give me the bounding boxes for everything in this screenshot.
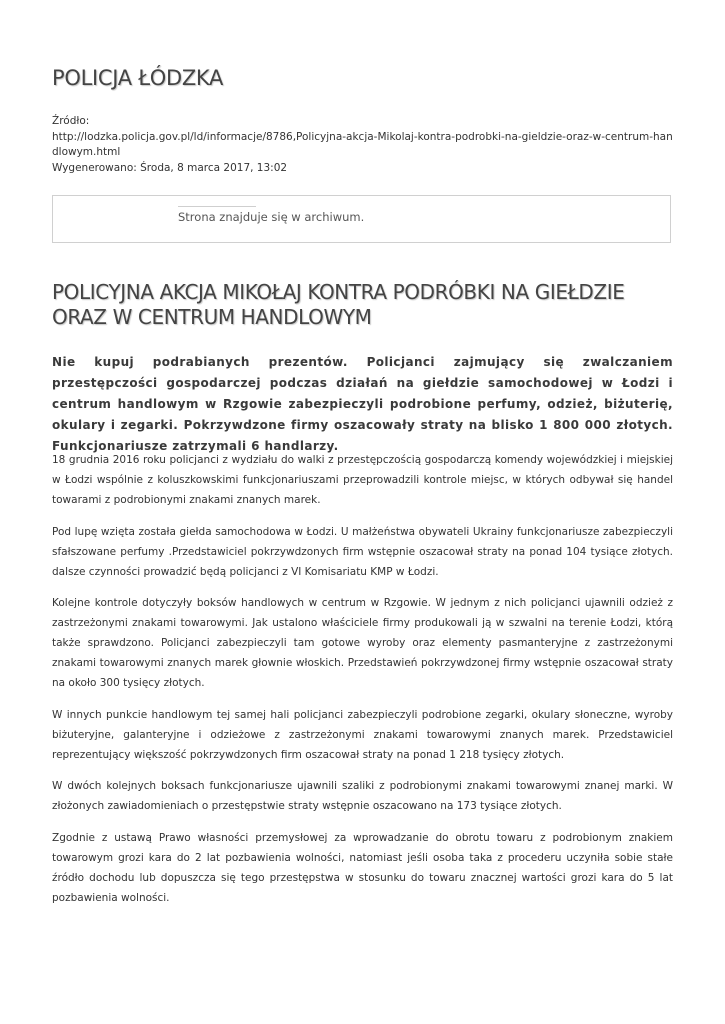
article-body xyxy=(52,450,673,919)
article-paragraph: 18 grudnia 2016 roku policjanci z wydziału do walki z przestępczością gospodarczą komendy wojewódzkiej i miejskiej w Łodzi wspólnie z koluszkowskimi funkcjonariuszami przeprowadzili kontrole miejsc, w których odbywał się handel towarami z podrobionymi znakami znanych marek. xyxy=(52,454,673,506)
source-url[interactable]: http://lodzka.policja.gov.pl/ld/informacje/8786,Policyjna-akcja-Mikolaj-kontra-podrobki-na-gieldzie-oraz-w-centrum-handlowym.html xyxy=(52,130,673,158)
article-paragraph: Pod lupę wzięta została giełda samochodowa w Łodzi. U małżeństwa obywateli Ukrainy funkcjonariusze zabezpieczyli sfałszowane perfumy .Przedstawiciel pokrzywdzonych firm wstępnie oszacował straty na ponad 104 tysiące złotych. dalsze czynności prowadzić będą policjanci z VI Komisariatu KMP w Łodzi. xyxy=(52,525,673,578)
site-title: POLICJA ŁÓDZKA xyxy=(52,66,224,90)
generated-timestamp: Wygenerowano: Środa, 8 marca 2017, 13:02 xyxy=(52,161,288,174)
archive-divider xyxy=(178,206,256,207)
article-paragraph: Zgodnie z ustawą Prawo własności przemysłowej za wprowadzanie do obrotu towaru z podrobionym znakiem towarowym grozi kara do 2 lat pozbawienia wolności, natomiast jeśli osoba taka z procederu uczyniła sobie stałe źródło dochodu lub dopuszcza się tego przestępstwa w stosunku do towaru znacznej wartości grozi kara do 5 lat pozbawienia wolności. xyxy=(52,831,673,904)
article-paragraph: Kolejne kontrole dotyczyły boksów handlowych w centrum w Rzgowie. W jednym z nich policjanci ujawnili odzież z zastrzeżonymi znakami towarowymi. Jak ustalono właściciele firmy produkowali ją w szwalni na terenie Łodzi, którą także sprawdzono. Policjanci zabezpieczyli tam gotowe wyroby oraz elementy pasmanteryjne z zastrzeżonymi znakami towarowymi znanych marek głownie włoskich. Przedstawień pokrzywdzonej firmy wstępnie oszacował straty na około 300 tysięcy złotych. xyxy=(52,597,673,689)
archive-notice-box xyxy=(52,195,671,243)
archive-notice: Strona znajduje się w archiwum. xyxy=(178,210,365,224)
article-paragraph: W dwóch kolejnych boksach funkcjonariusze ujawnili szaliki z podrobionymi znakami towarowymi znanej marki. W złożonych zawiadomieniach o przestępstwie straty wstępnie oszacowano na 173 tysiące złotych. xyxy=(52,780,673,812)
article-title: POLICYJNA AKCJA MIKOŁAJ KONTRA PODRÓBKI NA GIEŁDZIE ORAZ W CENTRUM HANDLOWYM xyxy=(52,280,625,329)
article-lead: Nie kupuj podrabianych prezentów. Policjanci zajmujący się zwalczaniem przestępczości gospodarczej podczas działań na giełdzie samochodowej w Łodzi i centrum handlowym w Rzgowie zabezpieczyli podrobione perfumy, odzież, biżuterię, okulary i zegarki. Pokrzywdzone firmy oszacowały straty na blisko 1 800 000 złotych. Funkcjonariusze zatrzymali 6 handlarzy. xyxy=(52,355,673,453)
article-paragraph: W innych punkcie handlowym tej samej hali policjanci zabezpieczyli podrobione zegarki, okulary słoneczne, wyroby biżuteryjne, galanteryjne i odzieżowe z zastrzeżonymi znakami towarowymi znanych marek. Przedstawiciel reprezentujący większość pokrzywdzonych firm oszacował straty na ponad 1 218 tysięcy złotych. xyxy=(52,708,673,761)
source-meta xyxy=(52,114,673,176)
source-label: Źródło: xyxy=(52,115,90,127)
